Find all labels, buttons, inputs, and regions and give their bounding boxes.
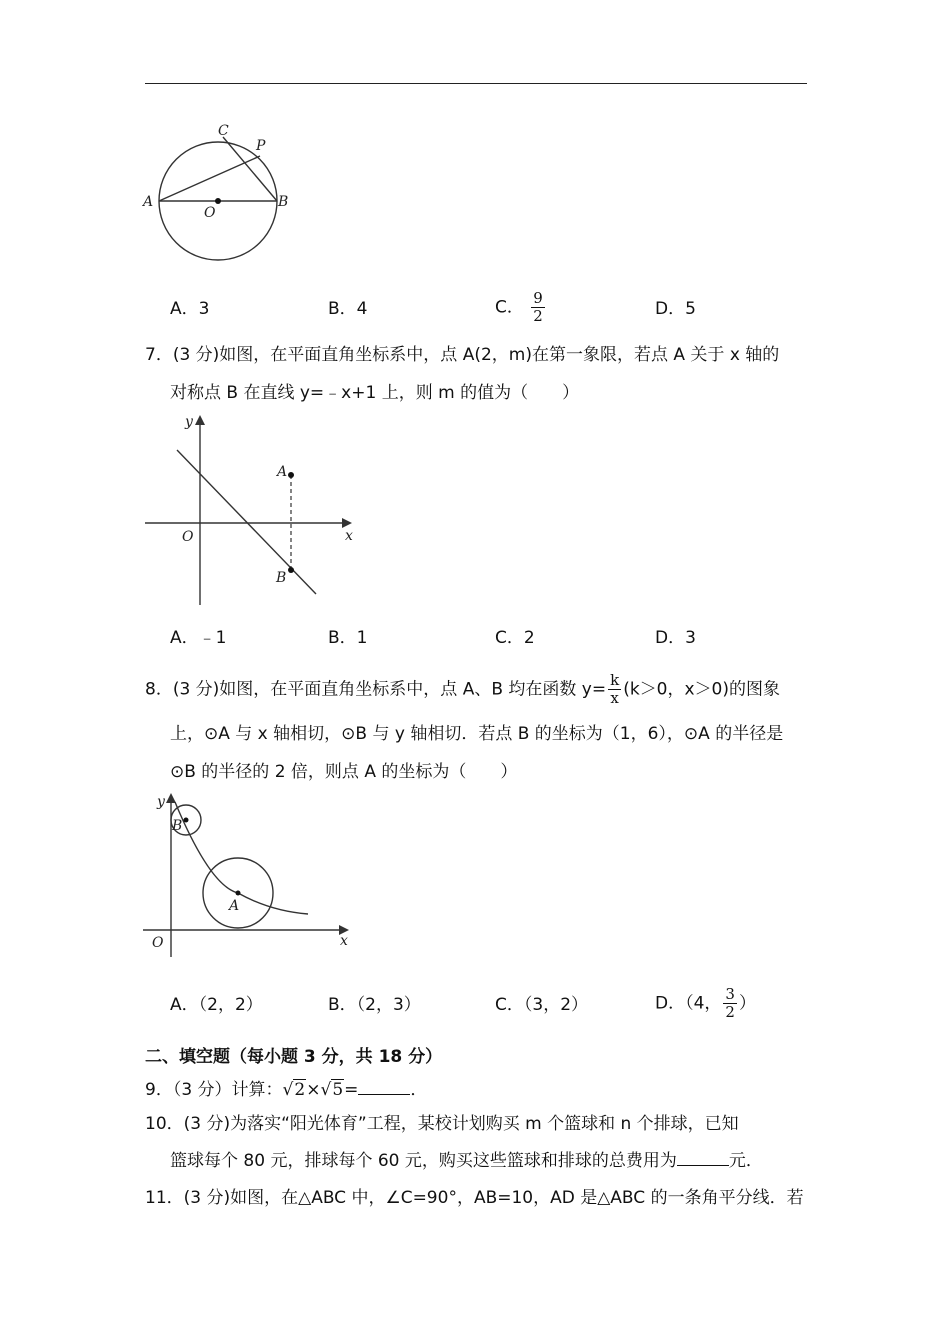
q7-label-x: x xyxy=(345,528,353,544)
q6-option-b: B．4 xyxy=(328,299,368,319)
q8-option-d: D．（4， $\frac{3}{2}$ ） xyxy=(655,985,756,1021)
q7-option-c: C．2 xyxy=(495,628,535,648)
section-fill-in-title: 二、填空题（每小题 3 分，共 18 分） xyxy=(145,1047,443,1067)
q6-label-c: C xyxy=(218,123,229,139)
q9-answer-blank[interactable] xyxy=(358,1078,410,1095)
q6-label-o: O xyxy=(204,205,216,221)
q7-option-d: D．3 xyxy=(655,628,696,648)
q8-stem-line1: 8．(3 分)如图，在平面直角坐标系中，点 A、B 均在函数 y= $\frac{k}{x}$ (k＞0，x＞0)的图象 xyxy=(145,671,781,707)
q6-label-a: A xyxy=(143,194,154,210)
q10-answer-blank[interactable] xyxy=(677,1149,729,1166)
q7-graph-figure xyxy=(140,410,370,610)
q10-stem-line2: 篮球每个 80 元，排球每个 60 元，购买这些篮球和排球的总费用为 元． xyxy=(170,1151,763,1171)
q8-option-c: C．（3，2） xyxy=(495,995,589,1015)
q11-stem-line1: 11．(3 分)如图，在△ABC 中，∠C=90°，AB=10，AD 是△ABC 的一条角平分线．若 xyxy=(145,1188,804,1208)
q6-option-d: D．5 xyxy=(655,299,696,319)
q9-sqrt-2: √2 xyxy=(282,1080,306,1100)
q8-label-y: y xyxy=(157,794,165,810)
q7-stem-line2: 对称点 B 在直线 y=﹣x+1 上，则 m 的值为（ ） xyxy=(170,383,580,403)
q9-stem: 9．（3 分）计算：√2×√5= ． xyxy=(145,1080,428,1100)
q8-label-x: x xyxy=(340,933,348,949)
q7-label-o: O xyxy=(182,529,194,545)
q6-label-b: B xyxy=(278,194,289,210)
q7-stem-line1: 7．(3 分)如图，在平面直角坐标系中，点 A(2，m)在第一象限，若点 A 关于 x 轴的 xyxy=(145,345,780,365)
q6-label-p: P xyxy=(256,138,266,154)
q6-circle-figure xyxy=(140,118,300,268)
q8-stem-line3: ⊙B 的半径的 2 倍，则点 A 的坐标为（ ） xyxy=(170,762,518,782)
q8-graph-figure xyxy=(140,790,370,965)
q8-label-o: O xyxy=(152,935,164,951)
q7-label-a: A xyxy=(277,464,288,480)
q6-option-a: A．3 xyxy=(170,299,210,319)
q8-option-d-fraction: $\frac{3}{2}$ xyxy=(725,985,735,1021)
header-rule xyxy=(145,83,807,84)
q8-option-a: A．（2，2） xyxy=(170,995,263,1015)
q7-label-y: y xyxy=(185,414,193,430)
q6-option-c-fraction: $\frac{9}{2}$ xyxy=(533,289,543,325)
q8-option-b: B．（2，3） xyxy=(328,995,421,1015)
q9-sqrt-5: √5 xyxy=(320,1080,344,1100)
q6-option-c: C． $\frac{9}{2}$ xyxy=(495,289,543,325)
q8-label-a: A xyxy=(229,898,240,914)
q7-option-b: B．1 xyxy=(328,628,368,648)
q10-stem-line1: 10．(3 分)为落实“阳光体育”工程，某校计划购买 m 个篮球和 n 个排球，已知 xyxy=(145,1114,739,1134)
q8-stem-line2: 上，⊙A 与 x 轴相切，⊙B 与 y 轴相切．若点 B 的坐标为（1，6），⊙A 的半径是 xyxy=(170,724,784,744)
q8-label-b: B xyxy=(172,818,183,834)
q8-k-over-x-fraction: $\frac{k}{x}$ xyxy=(610,671,620,707)
q7-option-a: A．﹣1 xyxy=(170,628,227,648)
q7-label-b: B xyxy=(276,570,287,586)
